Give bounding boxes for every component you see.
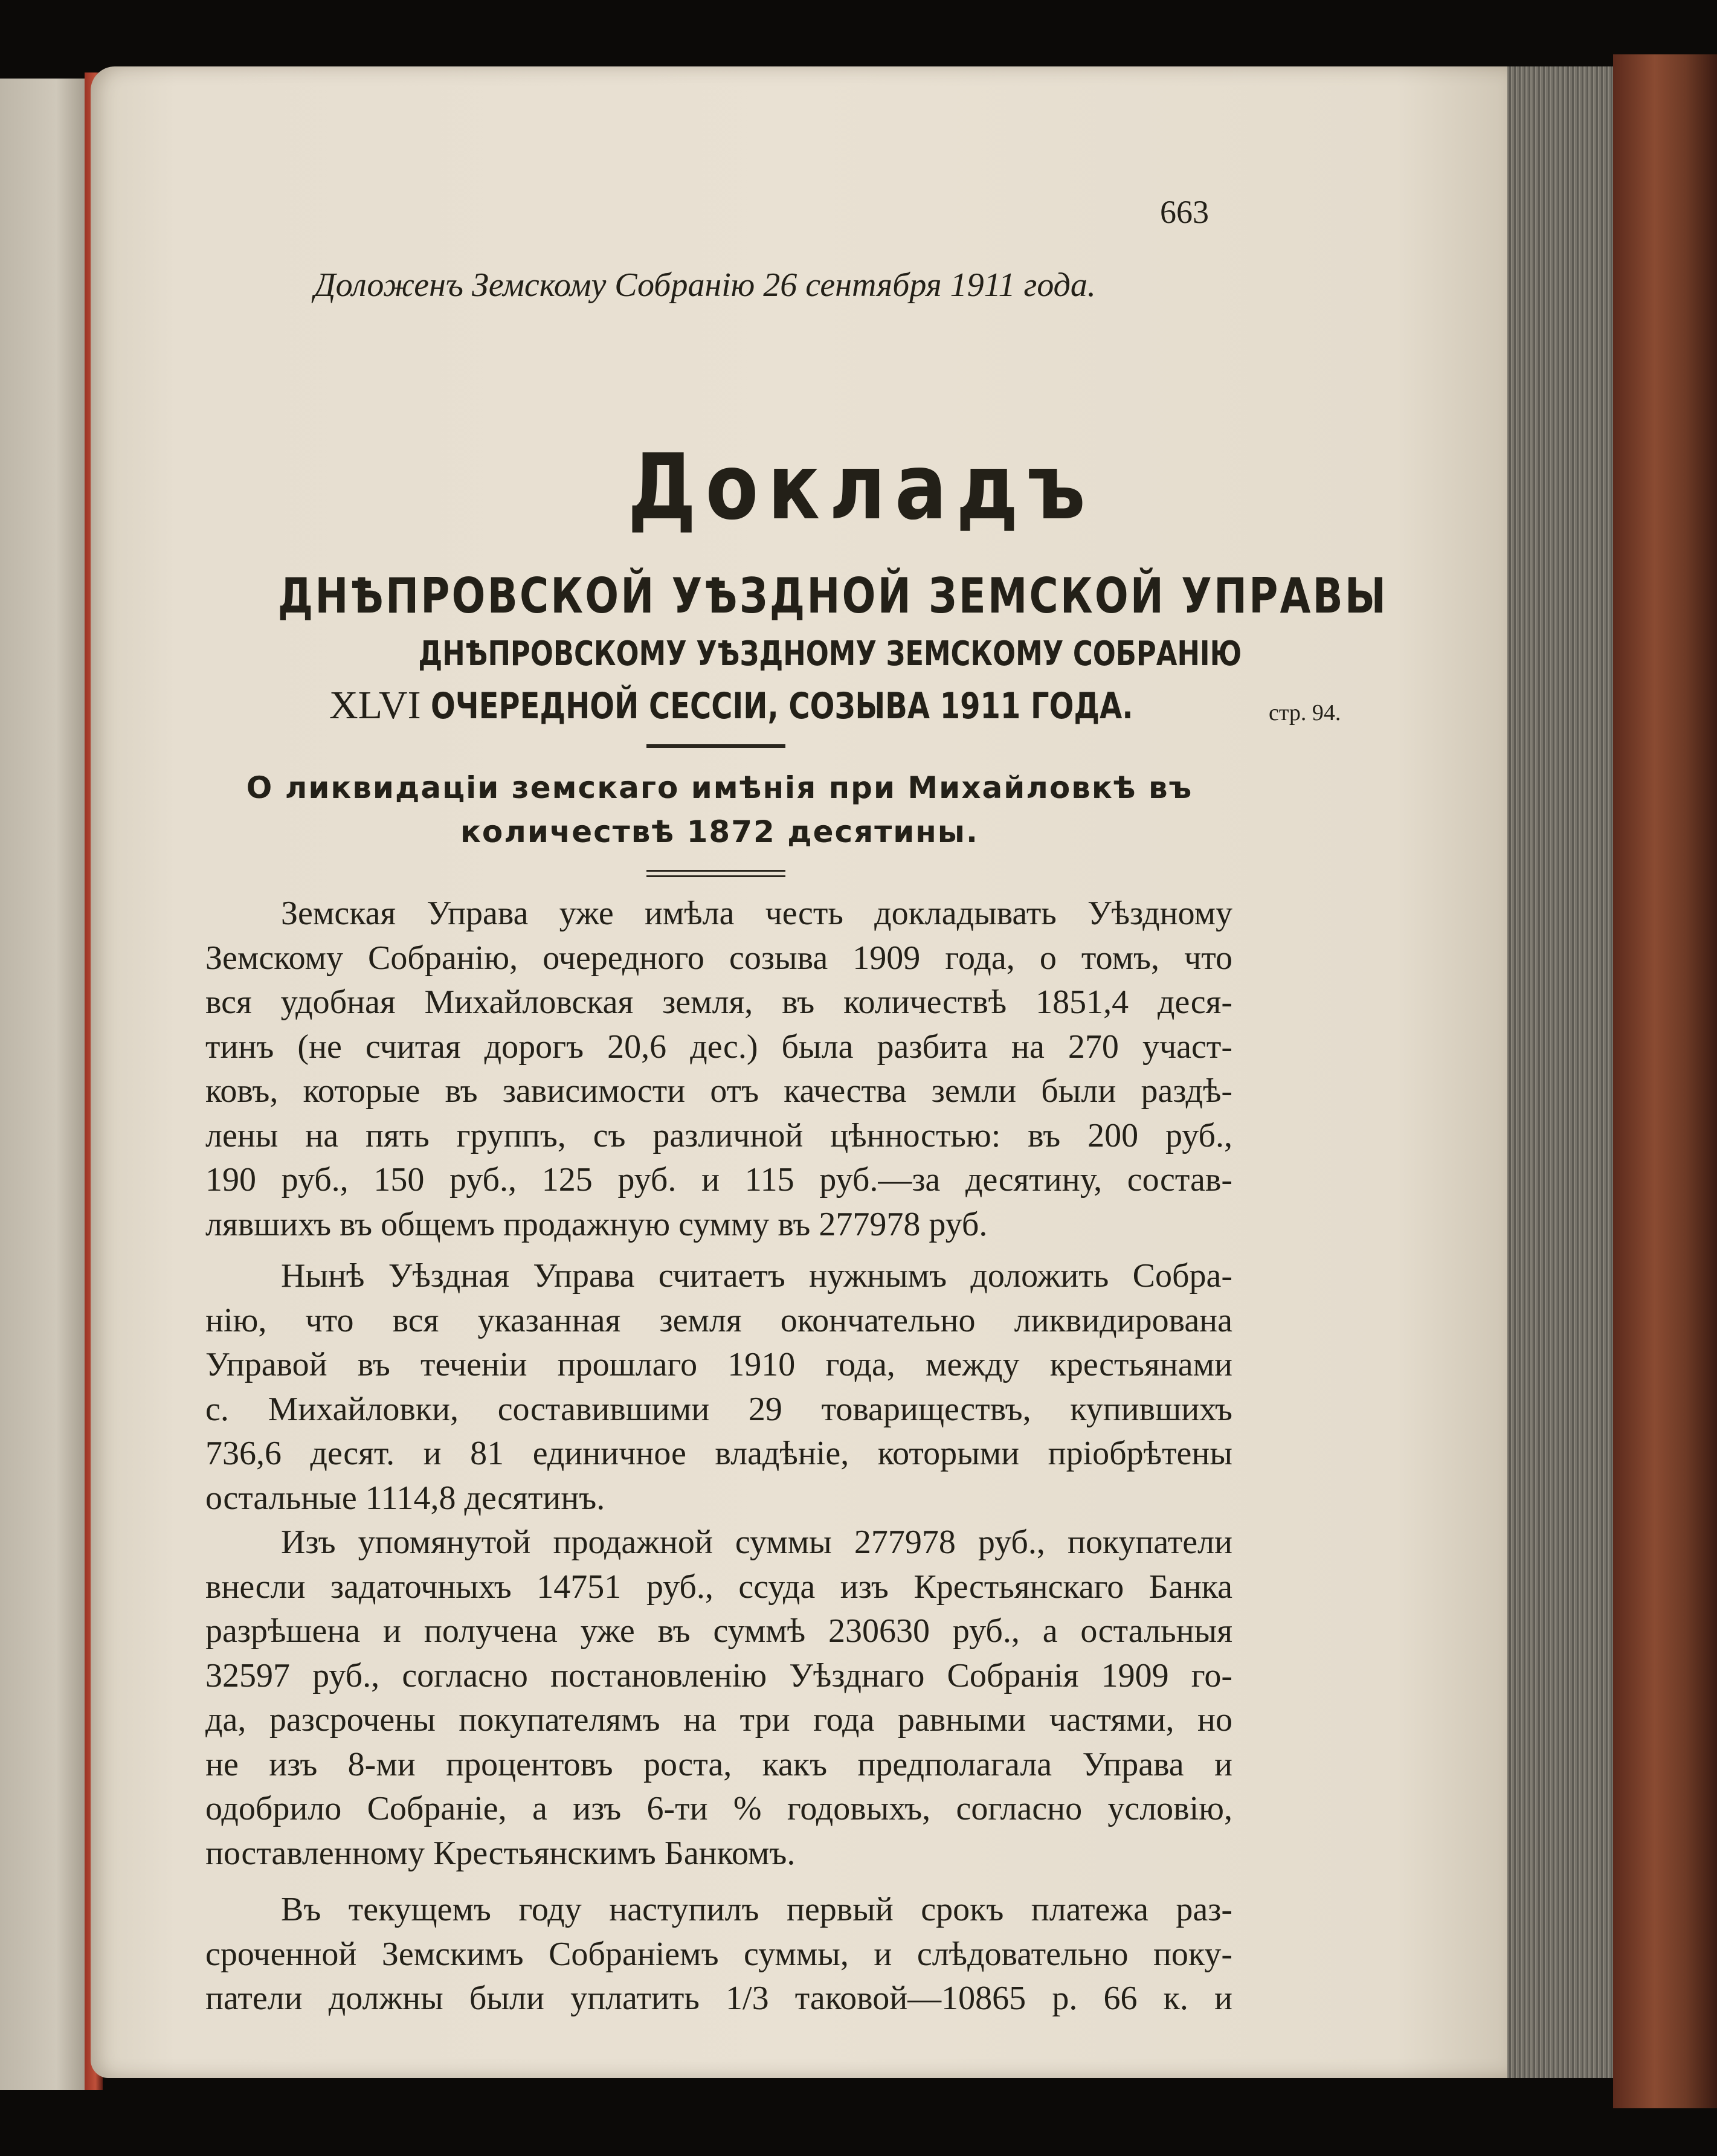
- session-text: ОЧЕРЕДНОЙ СЕССІИ, СОЗЫВА 1911 ГОДА.: [431, 685, 1133, 727]
- subtitle-line-1: ДНѢПРОВСКОЙ УѢЗДНОЙ ЗЕМСКОЙ УПРАВЫ: [277, 568, 1388, 624]
- subtitle-line-2: ДНѢПРОВСКОМУ УѢЗДНОМУ ЗЕМСКОМУ СОБРАНІЮ: [418, 634, 1242, 674]
- body-line: лены на пять группъ, съ различной цѣнностью: въ 200 руб.,: [205, 1116, 1232, 1154]
- body-line: Нынѣ Уѣздная Управа считаетъ нужнымъ доложить Собра-: [281, 1257, 1232, 1295]
- body-line: одобрило Собраніе, а изъ 6-ти % годовыхъ, согласно условію,: [205, 1790, 1232, 1827]
- body-line: 190 руб., 150 руб., 125 руб. и 115 руб.—за десятину, состав-: [205, 1161, 1232, 1199]
- body-line: нію, что вся указанная земля окончательно ликвидирована: [205, 1301, 1232, 1339]
- page-number: 663: [1160, 194, 1209, 230]
- body-line: тинъ (не считая дорогъ 20,6 дес.) была разбита на 270 участ-: [205, 1028, 1232, 1066]
- body-line: остальные 1114,8 десятинъ.: [205, 1479, 605, 1517]
- body-line: с. Михайловки, составившими 29 товариществъ, купившихъ: [205, 1390, 1232, 1428]
- session-numeral: XLVI: [329, 683, 421, 727]
- body-line: Изъ упомянутой продажной суммы 277978 руб., покупатели: [281, 1524, 1232, 1561]
- body-line: сроченной Земскимъ Собраніемъ суммы, и слѣдовательно поку-: [205, 1935, 1232, 1973]
- double-rule-bottom: [646, 875, 785, 877]
- body-line: Управой въ теченіи прошлаго 1910 года, между крестьянами: [205, 1346, 1232, 1383]
- topic-line-2: количествѣ 1872 десятины.: [460, 814, 979, 849]
- topic-line-1: О ликвидаціи земскаго имѣнія при Михайловкѣ въ: [246, 770, 1193, 805]
- body-line: 736,6 десят. и 81 единичное владѣніе, которыми пріобрѣтены: [205, 1435, 1232, 1472]
- margin-reference: стр. 94.: [1269, 700, 1341, 726]
- body-line: 32597 руб., согласно постановленію Уѣзднаго Собранія 1909 го-: [205, 1656, 1232, 1694]
- body-line: не изъ 8-ми процентовъ роста, какъ предполагала Управа и: [205, 1745, 1232, 1783]
- double-rule-top: [646, 870, 785, 872]
- body-line: Земскому Собранію, очередного созыва 1909 года, о томъ, что: [205, 939, 1232, 977]
- body-line: вся удобная Михайловская земля, въ количествѣ 1851,4 деся-: [205, 983, 1232, 1021]
- body-line: разрѣшена и получена уже въ суммѣ 230630 руб., а остальныя: [205, 1612, 1232, 1650]
- body-line: внесли задаточныхъ 14751 руб., ссуда изъ Крестьянскаго Банка: [205, 1568, 1232, 1606]
- body-line: патели должны были уплатить 1/3 таковой—10865 р. 66 к. и: [205, 1980, 1232, 2017]
- session-line: [329, 683, 1309, 729]
- page-stack-edge: [1507, 66, 1616, 2078]
- body-line: Земская Управа уже имѣла честь докладывать Уѣздному: [281, 895, 1232, 932]
- body-line: да, разсрочены покупателямъ на три года равными частями, но: [205, 1701, 1232, 1739]
- page-title: Докладъ: [627, 435, 1095, 540]
- body-line: лявшихъ въ общемъ продажную сумму въ 277978 руб.: [205, 1205, 988, 1243]
- body-line: поставленному Крестьянскимъ Банкомъ.: [205, 1834, 796, 1872]
- body-line: Въ текущемъ году наступилъ первый срокъ платежа раз-: [281, 1891, 1232, 1928]
- submitted-note: Доложенъ Земскому Собранію 26 сентября 1911 года.: [314, 266, 1096, 304]
- book-cover-edge: [1613, 54, 1717, 2108]
- divider-rule: [646, 744, 785, 748]
- body-line: ковъ, которые въ зависимости отъ качества земли были раздѣ-: [205, 1072, 1232, 1110]
